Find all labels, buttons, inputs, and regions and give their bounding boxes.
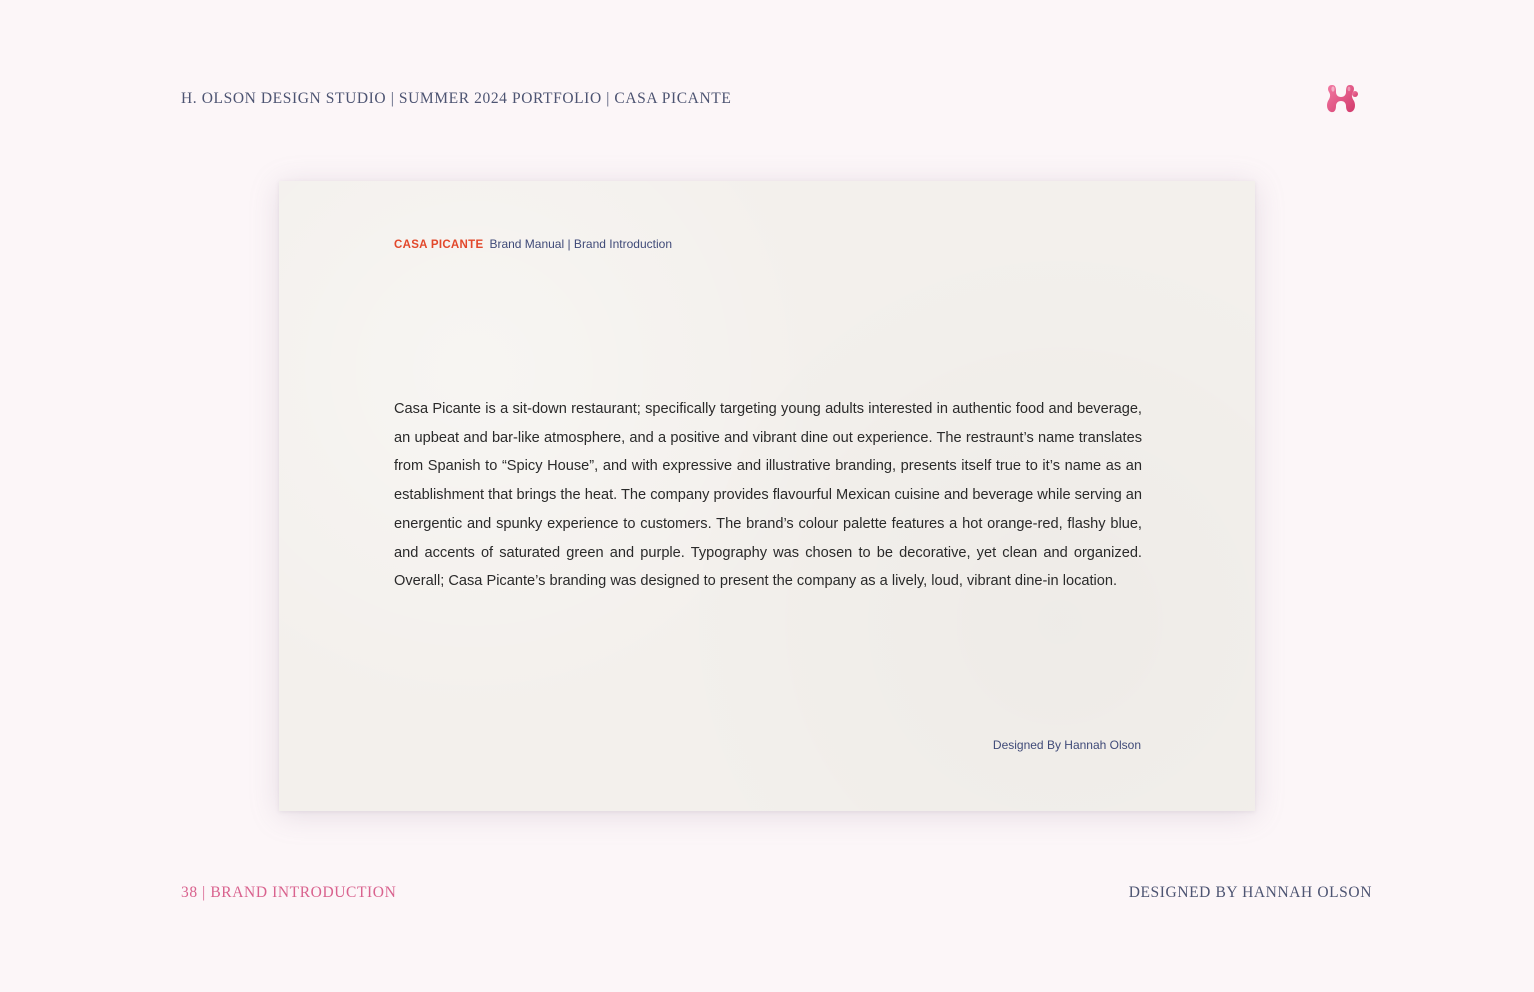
brand-introduction-paragraph: Casa Picante is a sit-down restaurant; specifically targeting young adults interested in authentic food and beverage, an upbeat and bar-like atmosphere, and a positive and vibrant dine out experience. The restraunt’s name translates from Spanish to “Spicy House”, and with expressive and illustrative branding, presents itself true to it’s name as an establishment that brings the heat. The company provides flavourful Mexican cuisine and beverage while serving an energentic and spunky experience to customers. The brand’s colour palette features a hot orange-red, flashy blue, and accents of saturated green and purple. Typography was chosen to be decorative, yet clean and organized. Overall; Casa Picante’s branding was designed to present the company as a lively, loud, vibrant dine-in location. — [394, 401, 1142, 590]
h-monogram-logo-icon — [1322, 80, 1360, 118]
card-brand-name: CASA PICANTE — [394, 239, 484, 251]
card-header — [394, 237, 672, 251]
card-designer-credit: Designed By Hannah Olson — [992, 738, 1141, 752]
footer-designer-credit: DESIGNED BY HANNAH OLSON — [1128, 884, 1372, 901]
card-section-label: Brand Manual | Brand Introduction — [489, 237, 672, 251]
page-header-title: H. OLSON DESIGN STUDIO | SUMMER 2024 PORTFOLIO | CASA PICANTE — [181, 90, 732, 107]
brand-intro-card — [279, 181, 1255, 811]
page-number-section-label: 38 | BRAND INTRODUCTION — [181, 884, 397, 901]
